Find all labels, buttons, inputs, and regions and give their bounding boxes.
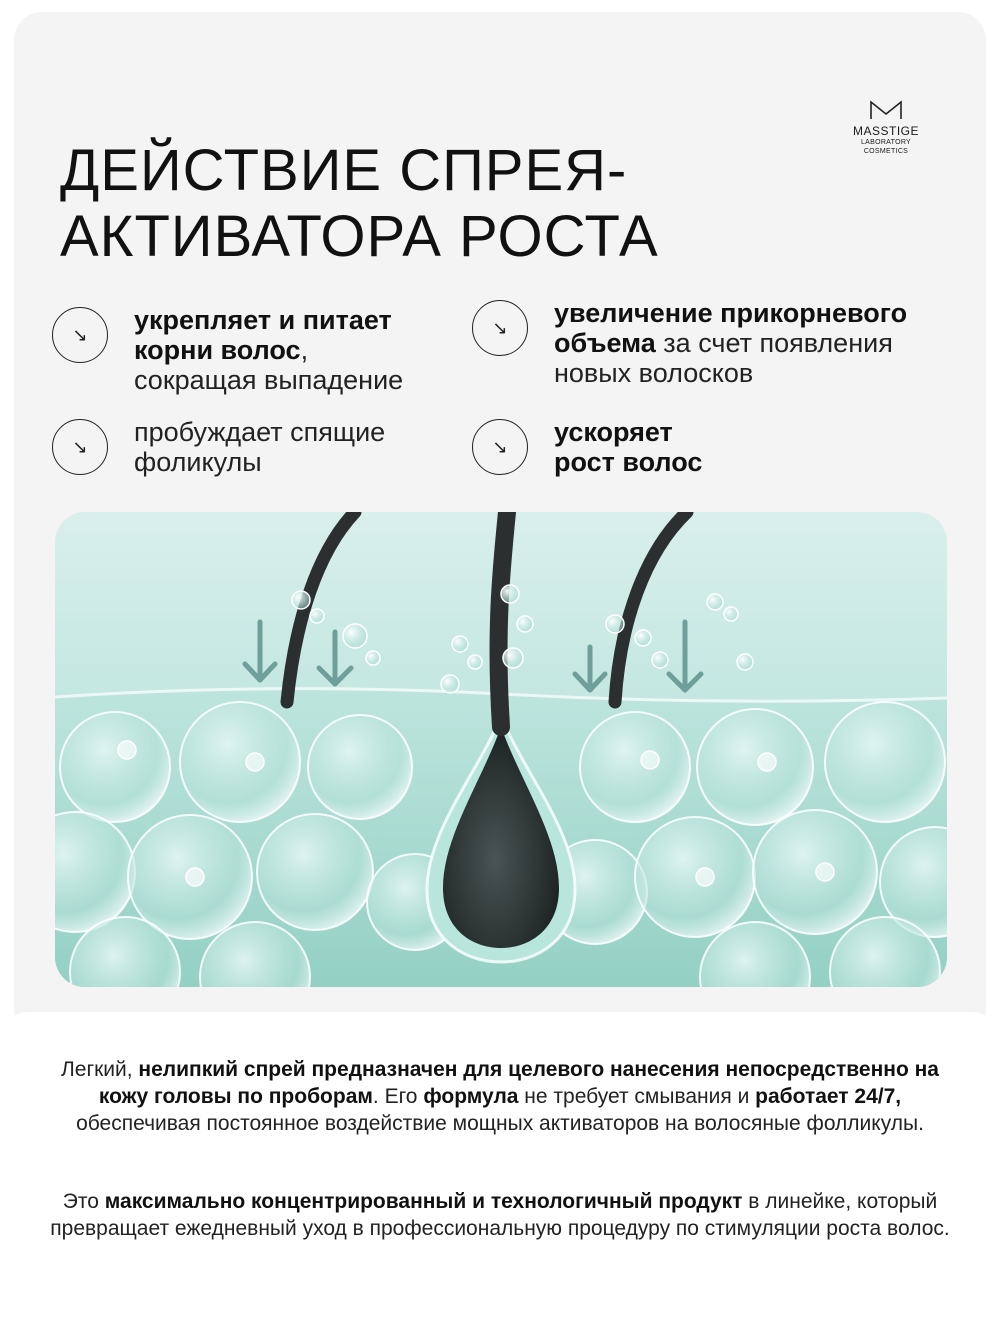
title-line-2: АКТИВАТОРА РОСТА [60, 204, 659, 269]
description-paragraph-1 [40, 1056, 960, 1137]
feature-bold: ускоряет [554, 417, 673, 447]
text-run: . Его [372, 1085, 424, 1108]
feature-text [134, 417, 385, 477]
feature-normal: за счет появления [655, 328, 893, 358]
title-line-1: ДЕЙСТВИЕ СПРЕЯ- [60, 138, 628, 203]
text-run-bold: нелипкий спрей предназначен для целевого нанесения непосредственно на кожу головы по проборам [98, 1058, 939, 1108]
follicle-scene [55, 512, 947, 987]
feature-bold: укрепляет и питает [134, 305, 392, 335]
brand-logo [846, 100, 926, 156]
feature-growth [472, 417, 702, 477]
feature-normal: сокращая выпадение [134, 365, 404, 395]
arrow-down-right-icon: ↘ [472, 300, 528, 356]
brand-sub-2: COSMETICS [863, 148, 909, 155]
text-run: Легкий, [60, 1058, 139, 1081]
feature-normal: пробуждает спящие [134, 417, 386, 447]
arrow-down-right-icon: ↘ [472, 419, 528, 475]
text-run: не требует смывания и [518, 1085, 756, 1108]
feature-normal: , [300, 335, 309, 365]
feature-text [554, 417, 702, 477]
text-run-bold: максимально концентрированный и технологичный продукт [104, 1190, 743, 1213]
feature-bold: объема [554, 328, 656, 358]
feature-strengthen [52, 305, 403, 395]
feature-text [554, 298, 907, 388]
text-run: обеспечивая постоянное воздействие мощных активаторов на волосяные фолликулы. [76, 1112, 924, 1135]
feature-normal: новых волосков [554, 358, 754, 388]
logo-m-icon [869, 100, 903, 120]
feature-normal: фоликулы [134, 447, 262, 477]
brand-name: MASSTIGE [852, 124, 919, 138]
text-run-bold: работает 24/7, [755, 1085, 902, 1108]
text-run: Это [62, 1190, 105, 1213]
feature-awaken [52, 417, 385, 477]
arrow-down-right-icon: ↘ [52, 307, 108, 363]
feature-volume [472, 298, 907, 388]
feature-bold: увеличение прикорневого [554, 298, 908, 328]
feature-text [134, 305, 403, 395]
brand-sub-1: LABORATORY [860, 139, 912, 146]
text-run-bold: формула [423, 1085, 519, 1108]
feature-bold: корни волос [134, 335, 301, 365]
text-run: в линейке, который превращает ежедневный уход в профессиональную процедуру по стимуляции роста волос. [50, 1190, 950, 1240]
feature-bold: рост волос [554, 447, 703, 477]
arrow-down-right-icon: ↘ [52, 419, 108, 475]
hair-follicle-illustration [55, 512, 947, 987]
description-paragraph-2 [40, 1188, 960, 1242]
page-title [60, 138, 820, 270]
